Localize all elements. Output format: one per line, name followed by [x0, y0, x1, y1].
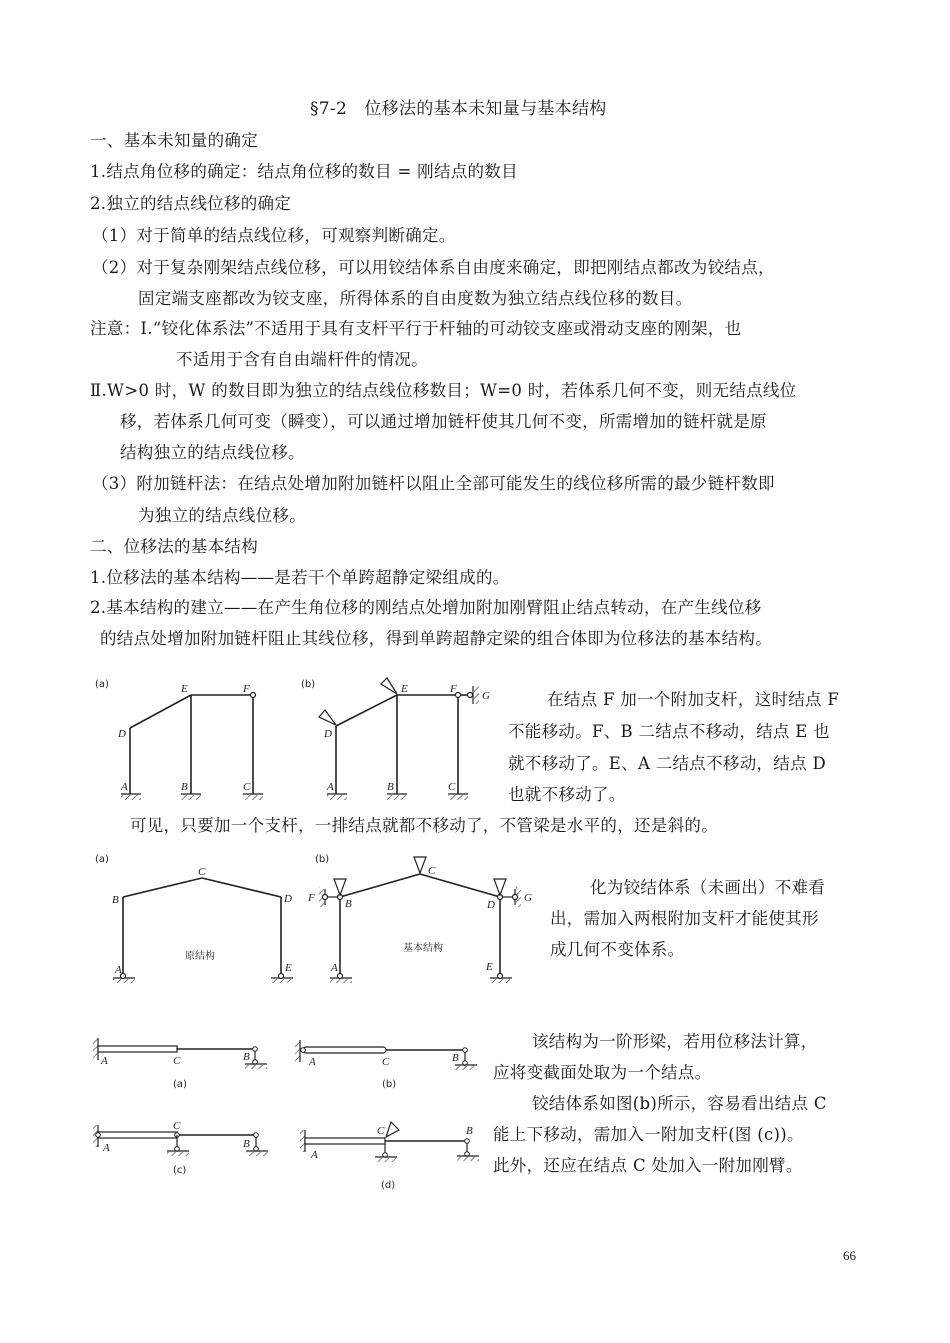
svg-text:C: C	[173, 1055, 181, 1067]
section-heading-2: 二、位移法的基本结构	[90, 537, 258, 556]
svg-text:B: B	[181, 781, 188, 793]
svg-text:F: F	[243, 683, 250, 695]
section-heading-1: 一、基本未知量的确定	[90, 131, 258, 150]
hinge-icon	[279, 974, 284, 979]
paragraph: 能上下移动，需加入一附加支杆(图 (c))。	[493, 1125, 804, 1144]
beam-figure	[85, 1030, 485, 1200]
hinge-icon	[251, 693, 256, 698]
svg-text:D: D	[487, 899, 495, 911]
svg-text:A: A	[309, 1056, 316, 1068]
paragraph: 铰结体系如图(b)所示，容易看出结点 C	[532, 1094, 827, 1113]
svg-text:原结构: 原结构	[185, 951, 215, 962]
svg-text:C: C	[428, 865, 436, 877]
svg-text:C: C	[173, 1120, 181, 1132]
page-number: 66	[843, 1248, 856, 1263]
rigid-arm-icon	[381, 678, 397, 694]
svg-text:E: E	[285, 962, 292, 974]
svg-text:C: C	[448, 781, 456, 793]
hinge-icon	[498, 974, 503, 979]
svg-text:B: B	[112, 894, 119, 906]
svg-text:A: A	[311, 1149, 318, 1161]
paragraph: 的结点处增加附加链杆阻止其线位移，得到单跨超静定梁的组合体即为位移法的基本结构。	[100, 629, 772, 648]
paragraph: 在结点 F 加一个附加支杆，这时结点 F	[547, 690, 840, 709]
svg-text:A: A	[101, 1055, 108, 1067]
paragraph: 不能移动。F、B 二结点不移动，结点 E 也	[508, 722, 830, 741]
svg-text:A: A	[331, 962, 338, 974]
svg-text:(a): (a)	[95, 679, 109, 690]
svg-text:B: B	[387, 781, 394, 793]
hinge-icon	[338, 974, 343, 979]
svg-text:D: D	[324, 728, 332, 740]
svg-text:(a): (a)	[173, 1079, 187, 1090]
frame-figure-2	[85, 845, 545, 985]
paragraph: （3）附加链杆法：在结点处增加附加链杆以阻止全部可能发生的线位移所需的最少链杆数即	[92, 474, 775, 493]
svg-text:F: F	[450, 683, 457, 695]
paragraph: 固定端支座都改为铰支座，所得体系的自由度数为独立结点线位移的数目。	[138, 289, 693, 308]
svg-text:B: B	[243, 1138, 250, 1150]
page-title: §7-2 位移法的基本未知量与基本结构	[310, 99, 607, 119]
svg-text:B: B	[452, 1052, 459, 1064]
svg-text:(d): (d)	[381, 1180, 396, 1191]
paragraph: 2.独立的结点线位移的确定	[90, 194, 292, 213]
paragraph: 可见，只要加一个支杆，一排结点就都不移动了，不管梁是水平的，还是斜的。	[130, 816, 718, 835]
rigid-arm-icon	[494, 879, 506, 895]
paragraph: （1）对于简单的结点线位移，可观察判断确定。	[92, 226, 456, 245]
svg-text:B: B	[345, 898, 352, 910]
svg-text:G: G	[524, 892, 532, 904]
paragraph: 出，需加入两根附加支杆才能使其形	[550, 909, 819, 928]
paragraph: 此外，还应在结点 C 处加入一附加刚臂。	[493, 1156, 803, 1175]
svg-text:A: A	[327, 781, 334, 793]
svg-text:(c): (c)	[173, 1165, 187, 1176]
svg-text:A: A	[121, 781, 128, 793]
svg-text:E: E	[401, 683, 408, 695]
paragraph: 为独立的结点线位移。	[138, 506, 306, 525]
paragraph: 1.位移法的基本结构——是若干个单跨超静定梁组成的。	[90, 568, 510, 587]
svg-text:F: F	[308, 892, 315, 904]
paragraph: 该结构为一阶形梁，若用位移法计算，	[532, 1032, 818, 1051]
svg-text:(a): (a)	[95, 854, 109, 865]
svg-text:(b): (b)	[382, 1079, 397, 1090]
svg-text:C: C	[198, 866, 206, 878]
svg-text:D: D	[118, 728, 126, 740]
rigid-arm-icon	[386, 1122, 399, 1137]
svg-text:A: A	[115, 964, 122, 976]
frame-figure-1	[85, 670, 505, 810]
hinge-icon	[468, 693, 473, 698]
svg-text:B: B	[243, 1051, 250, 1063]
svg-text:(b): (b)	[315, 854, 330, 865]
svg-text:C: C	[377, 1125, 385, 1137]
svg-text:C: C	[382, 1056, 390, 1068]
paragraph: 1.结点角位移的确定：结点角位移的数目 = 刚结点的数目	[90, 162, 518, 181]
svg-text:D: D	[284, 893, 292, 905]
svg-text:A: A	[103, 1142, 110, 1154]
paragraph: 成几何不变体系。	[550, 940, 685, 959]
svg-text:E: E	[486, 961, 493, 973]
paragraph: 应将变截面处取为一个结点。	[493, 1063, 712, 1082]
svg-text:(b): (b)	[301, 679, 316, 690]
rigid-arm-icon	[319, 710, 336, 725]
paragraph: 化为铰结体系（未画出）不难看	[590, 878, 826, 897]
note: 结构独立的结点线位移。	[120, 443, 305, 462]
note: 注意：Ⅰ.“铰化体系法”不适用于具有支杆平行于杆轴的可动铰支座或滑动支座的刚架，也	[90, 319, 742, 338]
paragraph: 就不移动了。E、A 二结点不移动，结点 D	[508, 754, 826, 773]
note: 移，若体系几何可变（瞬变），可以通过增加链杆使其几何不变，所需增加的链杆就是原	[120, 412, 767, 431]
rigid-arm-icon	[414, 857, 426, 873]
rigid-arm-icon	[334, 879, 346, 895]
svg-text:基本结构: 基本结构	[403, 943, 443, 954]
fixed-support	[121, 794, 468, 800]
paragraph: 也就不移动了。	[508, 785, 626, 804]
svg-text:C: C	[243, 781, 251, 793]
note: 不适用于含有自由端杆件的情况。	[176, 350, 428, 369]
paragraph: 2.基本结构的建立——在产生角位移的刚结点处增加附加刚臂阻止结点转动，在产生线位移	[90, 598, 762, 617]
note: Ⅱ.W>0 时，W 的数目即为独立的结点线位移数目；W=0 时，若体系几何不变，则无结点线位	[90, 381, 797, 400]
paragraph: （2）对于复杂刚架结点线位移，可以用铰结体系自由度来确定，即把刚结点都改为铰结点，	[92, 258, 775, 277]
svg-text:B: B	[466, 1125, 473, 1137]
svg-text:E: E	[181, 683, 188, 695]
svg-text:G: G	[482, 690, 490, 702]
